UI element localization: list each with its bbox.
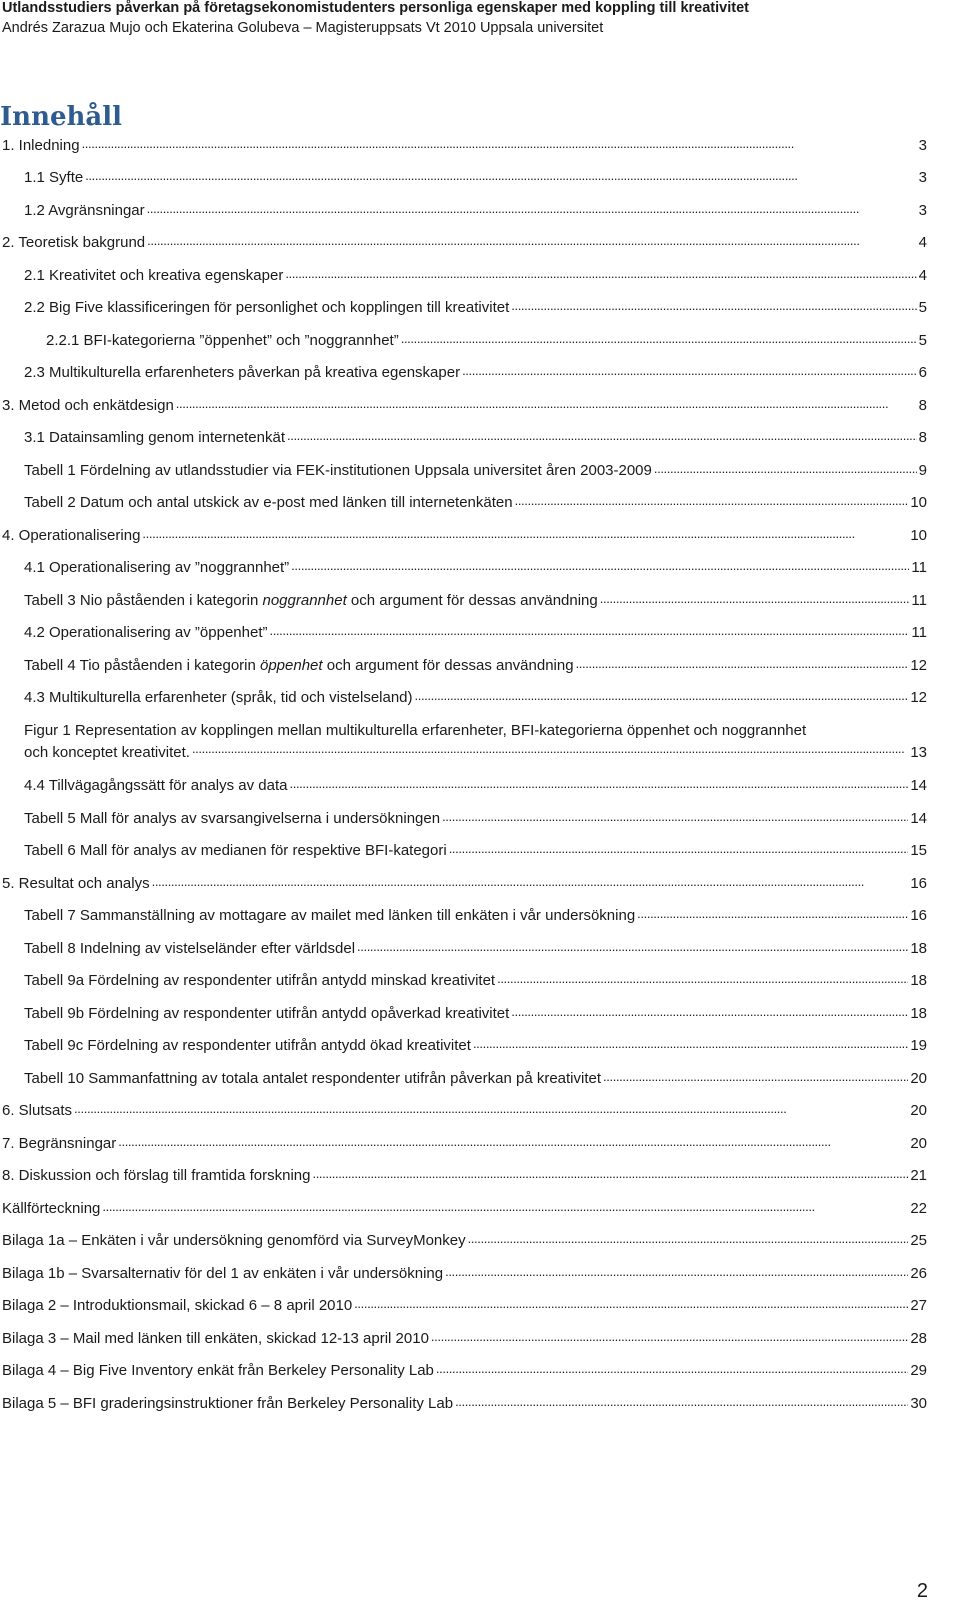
toc-entry[interactable]: Tabell 1 Fördelning av utlandsstudier via FEK-institutionen Uppsala universitet åren 2003-2009 . . . 9 [24, 462, 927, 480]
toc-entry[interactable]: Tabell 9c Fördelning av respondenter utifrån antydd ökad kreativitet . . . 19 [24, 1037, 927, 1055]
page-title: Innehåll [0, 102, 123, 132]
toc-entry[interactable]: Tabell 8 Indelning av vistelseländer efter världsdel . . . 18 [24, 940, 927, 958]
toc-entry[interactable]: Bilaga 2 – Introduktionsmail, skickad 6 – 8 april 2010 . . . 27 [2, 1297, 927, 1315]
toc-entry[interactable]: 1. Inledning . . . 3 [2, 137, 927, 155]
page-number: 2 [916, 1580, 928, 1602]
toc-entry[interactable]: 2. Teoretisk bakgrund . . . 4 [2, 234, 927, 252]
toc-entry[interactable]: 2.2 Big Five klassificeringen för personlighet och kopplingen till kreativitet . . . 5 [24, 299, 927, 317]
toc-entry[interactable]: Bilaga 4 – Big Five Inventory enkät från Berkeley Personality Lab . . . 29 [2, 1362, 927, 1380]
toc-entry[interactable]: 7. Begränsningar . . . 20 [2, 1135, 927, 1153]
toc-entry[interactable]: 2.3 Multikulturella erfarenheters påverkan på kreativa egenskaper . . . 6 [24, 364, 927, 382]
header-authors: Andrés Zarazua Mujo och Ekaterina Golubeva – Magisteruppsats Vt 2010 Uppsala universitet [2, 20, 604, 36]
toc-entry[interactable]: Bilaga 5 – BFI graderingsinstruktioner från Berkeley Personality Lab . . . 30 [2, 1395, 927, 1413]
toc-entry[interactable]: Tabell 10 Sammanfattning av totala antalet respondenter utifrån påverkan på kreativitet . . . 20 [24, 1070, 927, 1088]
header-title: Utlandsstudiers påverkan på företagsekonomistudenters personliga egenskaper med koppling till kreativitet [2, 0, 749, 16]
toc-entry[interactable]: Tabell 9b Fördelning av respondenter utifrån antydd opåverkad kreativitet . . . 18 [24, 1005, 927, 1023]
toc-entry[interactable]: 4.3 Multikulturella erfarenheter (språk, tid och vistelseland) . . . 12 [24, 689, 927, 707]
toc-entry[interactable]: 2.1 Kreativitet och kreativa egenskaper . . . 4 [24, 267, 927, 285]
toc-entry[interactable]: 1.1 Syfte . . . 3 [24, 169, 927, 187]
toc-entry[interactable]: Figur 1 Representation av kopplingen mellan multikulturella erfarenheter, BFI-kategorierna öppenhet och noggrannhet och konceptet kreativitet. . . . 13 [24, 720, 927, 764]
toc-entry[interactable]: 4.4 Tillvägagångssätt för analys av data . . . 14 [24, 777, 927, 795]
toc-entry[interactable]: Bilaga 3 – Mail med länken till enkäten, skickad 12-13 april 2010 . . . 28 [2, 1330, 927, 1348]
toc-entry[interactable]: Tabell 2 Datum och antal utskick av e-post med länken till internetenkäten . . . 10 [24, 494, 927, 512]
toc-entry[interactable]: 8. Diskussion och förslag till framtida forskning . . . 21 [2, 1167, 927, 1185]
toc-entry[interactable]: 3.1 Datainsamling genom internetenkät . . . 8 [24, 429, 927, 447]
toc-entry[interactable]: Tabell 7 Sammanställning av mottagare av mailet med länken till enkäten i vår undersökning . . . 16 [24, 907, 927, 925]
toc-entry[interactable]: Källförteckning . . . 22 [2, 1200, 927, 1218]
toc-entry[interactable]: Tabell 3 Nio påståenden i kategorin noggrannhet och argument för dessas användning . . . 11 [24, 592, 927, 610]
toc-entry[interactable]: 2.2.1 BFI-kategorierna ”öppenhet” och ”noggrannhet” . . . 5 [46, 332, 927, 350]
toc-entry[interactable]: 4.1 Operationalisering av ”noggrannhet” . . . 11 [24, 559, 927, 577]
toc-entry[interactable]: 1.2 Avgränsningar . . . 3 [24, 202, 927, 220]
toc-entry[interactable]: Tabell 4 Tio påståenden i kategorin öppenhet och argument för dessas användning . . . 12 [24, 657, 927, 675]
toc-entry[interactable]: Tabell 9a Fördelning av respondenter utifrån antydd minskad kreativitet . . . 18 [24, 972, 927, 990]
toc-entry[interactable]: Bilaga 1a – Enkäten i vår undersökning genomförd via SurveyMonkey . . . 25 [2, 1232, 927, 1250]
toc-entry[interactable]: Bilaga 1b – Svarsalternativ för del 1 av enkäten i vår undersökning . . . 26 [2, 1265, 927, 1283]
toc-entry[interactable]: Tabell 5 Mall för analys av svarsangivelserna i undersökningen . . . 14 [24, 810, 927, 828]
toc-entry[interactable]: 3. Metod och enkätdesign . . . 8 [2, 397, 927, 415]
toc-entry[interactable]: 4.2 Operationalisering av ”öppenhet” . . . 11 [24, 624, 927, 642]
toc-entry[interactable]: 6. Slutsats . . . 20 [2, 1102, 927, 1120]
toc-entry[interactable]: 5. Resultat och analys . . . 16 [2, 875, 927, 893]
toc-entry[interactable]: 4. Operationalisering . . . 10 [2, 527, 927, 545]
toc-entry[interactable]: Tabell 6 Mall för analys av medianen för respektive BFI-kategori . . . 15 [24, 842, 927, 860]
